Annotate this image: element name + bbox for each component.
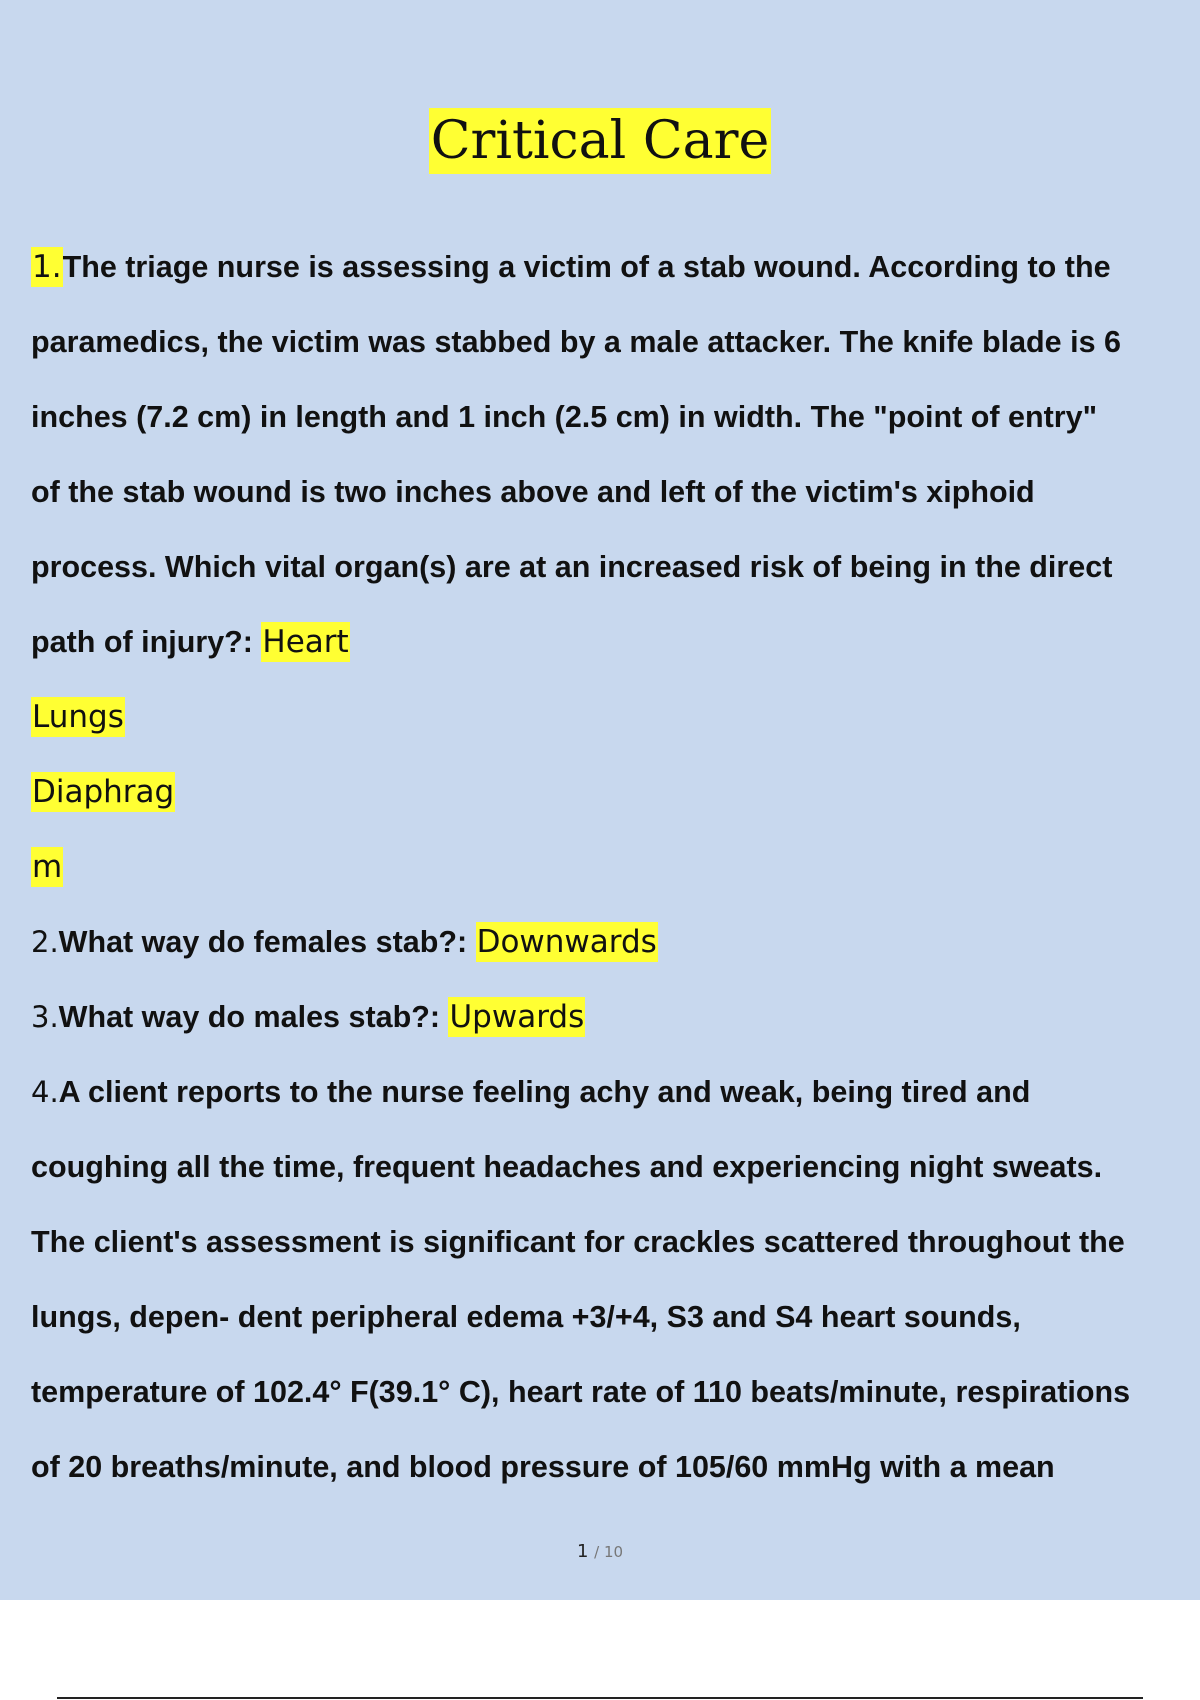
page-number — [0, 1541, 1200, 1562]
question-2 — [31, 905, 1196, 980]
answer-highlight: Diaphrag — [32, 774, 175, 810]
question-4-line-3: The client's assessment is significant for crackles scattered throughout the — [31, 1225, 1125, 1259]
answer-highlight: Upwards — [449, 999, 585, 1035]
title-container — [0, 108, 1200, 174]
question-2-number: 2. — [31, 925, 59, 959]
question-4-line-1 — [31, 1055, 1196, 1130]
divider — [57, 1697, 1143, 1699]
question-4-line-2: coughing all the time, frequent headaches and experiencing night sweats. — [31, 1150, 1103, 1184]
question-4-line-5: temperature of 102.4° F(39.1° C), heart rate of 110 beats/minute, respirations — [31, 1375, 1131, 1409]
question-4-line-6: of 20 breaths/minute, and blood pressure of 105/60 mmHg with a mean — [31, 1450, 1055, 1484]
question-1-text: The triage nurse is assessing a victim of a stab wound. According to the — [62, 250, 1111, 284]
answer-line — [31, 680, 1196, 755]
current-page: 1 — [576, 1541, 589, 1562]
answer-highlight: Heart — [262, 624, 349, 660]
question-list — [31, 230, 1196, 1505]
question-1-line-4: of the stab wound is two inches above and left of the victim's xiphoid — [31, 475, 1035, 509]
question-4-line-4: lungs, depen- dent peripheral edema +3/+4, S3 and S4 heart sounds, — [31, 1300, 1021, 1334]
answer-highlight: m — [32, 849, 63, 885]
question-1-line-1 — [31, 230, 1196, 305]
answer-line — [31, 830, 1196, 905]
question-1-number: 1. — [32, 249, 62, 285]
total-pages: / 10 — [594, 1543, 624, 1561]
question-3-text: What way do males stab?: — [58, 1000, 449, 1034]
question-3-number: 3. — [31, 1000, 59, 1034]
page-title: Critical Care — [429, 108, 772, 174]
question-2-text: What way do females stab?: — [58, 925, 476, 959]
answer-line — [31, 755, 1196, 830]
question-3 — [31, 980, 1196, 1055]
question-1-prompt-end: path of injury?: — [31, 625, 262, 659]
question-1-line-5: process. Which vital organ(s) are at an increased risk of being in the direct — [31, 550, 1113, 584]
question-1-line-3: inches (7.2 cm) in length and 1 inch (2.5 cm) in width. The "point of entry" — [31, 400, 1098, 434]
question-1-line-6 — [31, 605, 1196, 680]
question-1-line-2: paramedics, the victim was stabbed by a male attacker. The knife blade is 6 — [31, 325, 1121, 359]
answer-highlight: Downwards — [476, 924, 657, 960]
answer-highlight: Lungs — [32, 699, 124, 735]
question-4-number: 4. — [31, 1075, 59, 1109]
question-4-text: A client reports to the nurse feeling achy and weak, being tired and — [58, 1075, 1031, 1109]
